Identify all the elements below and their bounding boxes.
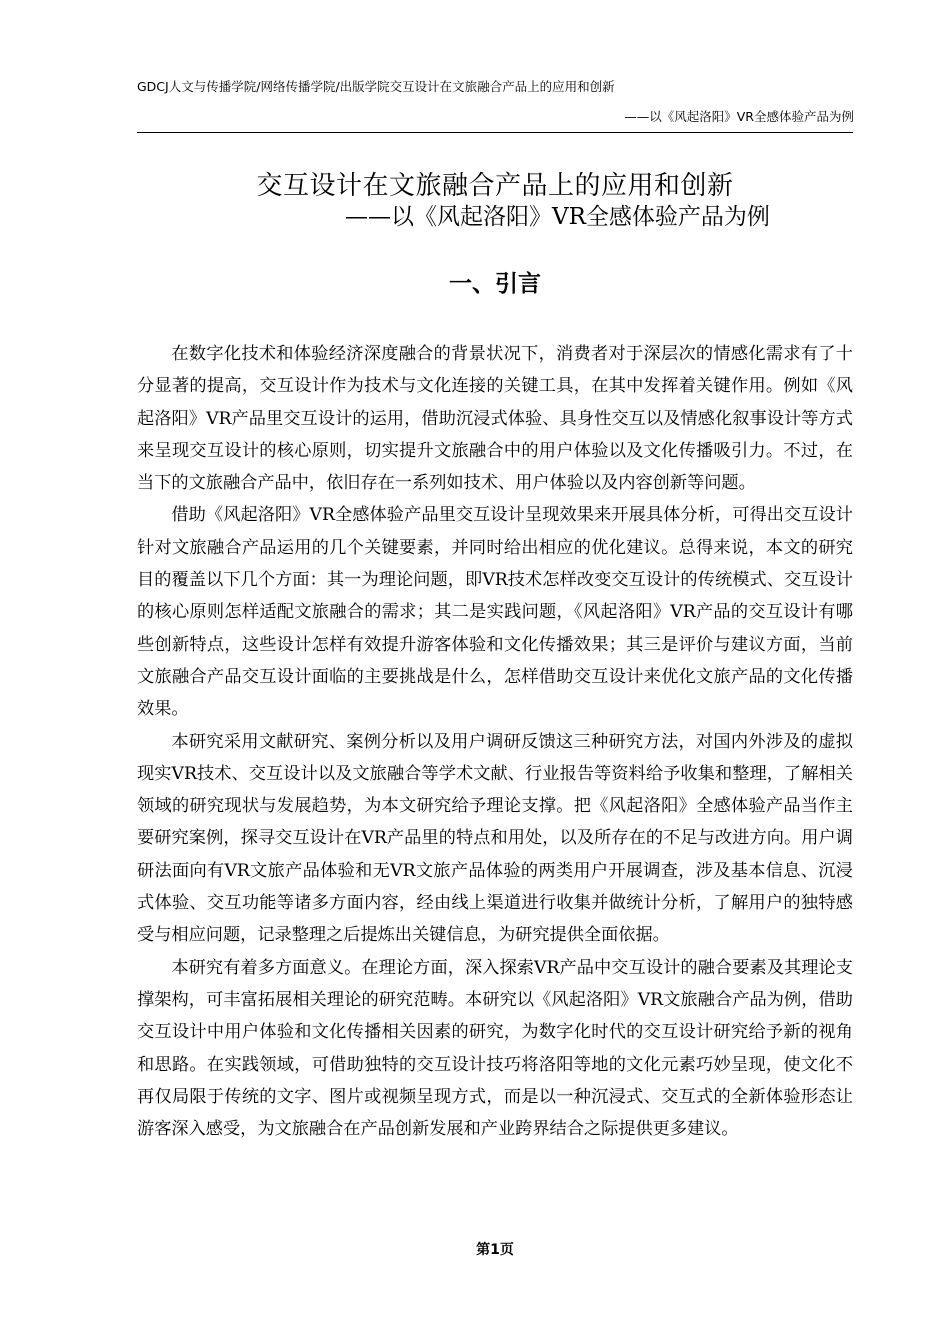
running-header: GDCJ人文与传播学院/网络传播学院/出版学院交互设计在文旅融合产品上的应用和创新 — [137, 79, 615, 94]
header-divider — [137, 132, 853, 133]
page-number: 第1页 — [476, 1242, 514, 1258]
paragraph: 本研究采用文献研究、案例分析以及用户调研反馈这三种研究方法，对国内外涉及的虚拟现实VR技术、交互设计以及文旅融合等学术文献、行业报告等资料给予收集和整理，了解相关领域的研究现状与发展趋势，为本文研究给予理论支撑。把《风起洛阳》全感体验产品当作主要研究案例，探寻交互设计在VR产品里的特点和用处，以及所存在的不足与改进方向。用户调研法面向有VR文旅产品体验和无VR文旅产品体验的两类用户开展调查，涉及基本信息、沉浸式体验、交互功能等诸多方面内容，经由线上渠道进行收集并做统计分析，了解用户的独特感受与相应问题，记录整理之后提炼出关键信息，为研究提供全面依据。 — [137, 731, 853, 946]
page-title: 交互设计在文旅融合产品上的应用和创新 — [256, 171, 734, 201]
paragraph: 在数字化技术和体验经济深度融合的背景状况下，消费者对于深层次的情感化需求有了十分显著的提高，交互设计作为技术与文化连接的关键工具，在其中发挥着关键作用。例如《风起洛阳》VR产品里交互设计的运用，借助沉浸式体验、具身性交互以及情感化叙事设计等方式来呈现交互设计的核心原则，切实提升文旅融合中的用户体验以及文化传播吸引力。不过，在当下的文旅融合产品中，依旧存在一系列如技术、用户体验以及内容创新等问题。 — [137, 344, 853, 494]
page-subtitle: ——以《风起洛阳》VR全感体验产品为例 — [345, 204, 770, 230]
paragraph: 本研究有着多方面意义。在理论方面，深入探索VR产品中交互设计的融合要素及其理论支撑架构，可丰富拓展相关理论的研究范畴。本研究以《风起洛阳》VR文旅融合产品为例，借助交互设计中用户体验和文化传播相关因素的研究，为数字化时代的交互设计研究给予新的视角和思路。在实践领域，可借助独特的交互设计技巧将洛阳等地的文化元素巧妙呈现，使文化不再仅局限于传统的文字、图片或视频呈现方式，而是以一种沉浸式、交互式的全新体验形态让游客深入感受，为文旅融合在产品创新发展和产业跨界结合之际提供更多建议。 — [137, 957, 853, 1140]
section-heading: 一、引言 — [449, 271, 541, 297]
body-text — [137, 338, 853, 1145]
running-header-subtitle: ——以《风起洛阳》VR全感体验产品为例 — [624, 109, 854, 124]
paragraph: 借助《风起洛阳》VR全感体验产品里交互设计呈现效果来开展具体分析，可得出交互设计针对文旅融合产品运用的几个关键要素，并同时给出相应的优化建议。总得来说，本文的研究目的覆盖以下几个方面：其一为理论问题，即VR技术怎样改变交互设计的传统模式、交互设计的核心原则怎样适配文旅融合的需求；其二是实践问题，《风起洛阳》VR产品的交互设计有哪些创新特点，这些设计怎样有效提升游客体验和文化传播效果；其三是评价与建议方面，当前文旅融合产品交互设计面临的主要挑战是什么，怎样借助交互设计来优化文旅产品的文化传播效果。 — [137, 505, 853, 720]
